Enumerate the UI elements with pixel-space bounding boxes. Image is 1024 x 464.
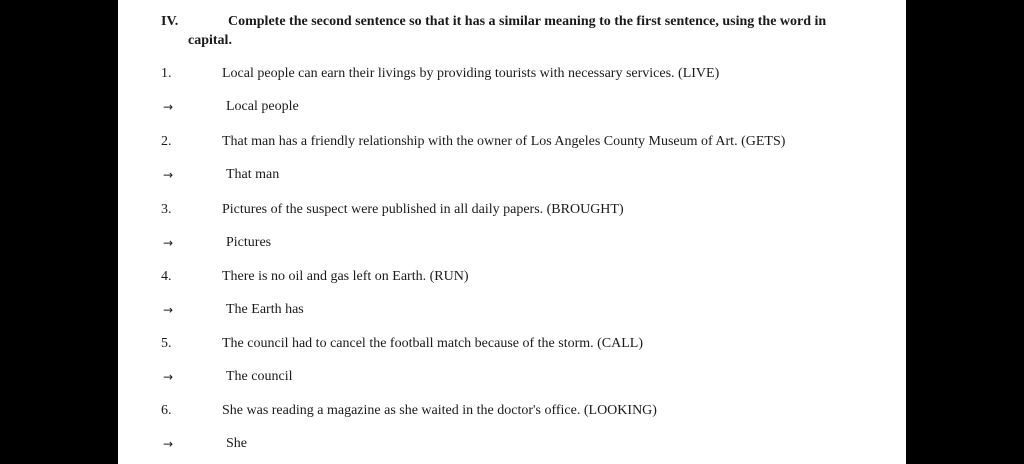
arrow-icon: →	[163, 236, 174, 250]
question-row	[118, 266, 906, 288]
answer-start: That man	[226, 167, 280, 182]
original-sentence: She was reading a magazine as she waited in the doctor's office. (LOOKING)	[222, 403, 657, 418]
question-number: 1.	[161, 66, 172, 81]
answer-row	[118, 433, 906, 455]
original-sentence: Pictures of the suspect were published in all daily papers. (BROUGHT)	[222, 202, 624, 217]
answer-start: The Earth has	[226, 302, 304, 317]
original-sentence: The council had to cancel the football match because of the storm. (CALL)	[222, 336, 644, 351]
question-number: 3.	[161, 202, 172, 217]
arrow-icon: →	[163, 100, 174, 114]
question-row	[118, 400, 906, 422]
arrow-icon: →	[163, 303, 174, 317]
exercise-heading	[161, 12, 861, 50]
answer-start: The council	[226, 369, 293, 384]
answer-start: Pictures	[226, 235, 272, 250]
answer-row	[118, 232, 906, 254]
question-row	[118, 199, 906, 221]
question-number: 6.	[161, 403, 172, 418]
question-number: 4.	[161, 269, 172, 284]
answer-row	[118, 366, 906, 388]
answer-row	[118, 164, 906, 186]
question-row	[118, 333, 906, 355]
arrow-icon: →	[163, 168, 174, 182]
original-sentence: Local people can earn their livings by providing tourists with necessary services. (LIVE)	[222, 66, 720, 81]
answer-start: She	[226, 436, 247, 451]
original-sentence: There is no oil and gas left on Earth. (RUN)	[222, 269, 469, 284]
answer-row	[118, 299, 906, 321]
answer-row	[118, 96, 906, 118]
question-row	[118, 131, 906, 153]
exercise-number: IV.	[161, 14, 179, 29]
worksheet-page	[118, 0, 906, 464]
exercise-instruction-continued: capital.	[188, 33, 232, 48]
question-number: 2.	[161, 134, 172, 149]
arrow-icon: →	[163, 437, 174, 451]
question-number: 5.	[161, 336, 172, 351]
question-row	[118, 63, 906, 85]
exercise-instruction: Complete the second sentence so that it has a similar meaning to the first sentence, using the word in	[228, 14, 827, 29]
arrow-icon: →	[163, 370, 174, 384]
original-sentence: That man has a friendly relationship with the owner of Los Angeles County Museum of Art. (GETS)	[222, 134, 786, 149]
answer-start: Local people	[226, 99, 299, 114]
